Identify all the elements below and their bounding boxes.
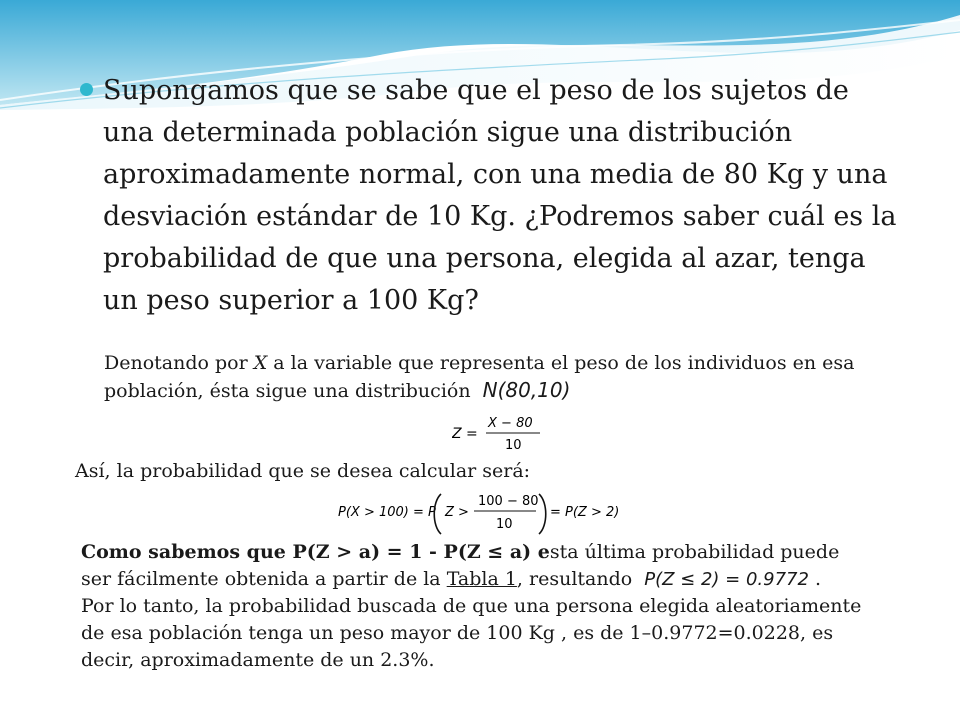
formula2-part2: = P(Z > 2) bbox=[550, 505, 620, 520]
z-formula-lhs: Z = bbox=[452, 426, 478, 442]
formula2-inner-left: Z > bbox=[445, 505, 469, 520]
p3-bold: Como sabemos que P(Z > a) = 1 - P(Z ≤ a) e bbox=[81, 541, 550, 563]
z-formula bbox=[452, 412, 562, 454]
tabla-link[interactable]: Tabla 1 bbox=[446, 568, 517, 590]
result-formula: P(Z ≤ 2) = 0.9772 bbox=[644, 569, 809, 590]
p3-text1: sta última probabilidad puede ser fácilmente obtenida a partir de la bbox=[81, 541, 840, 590]
paragraph-probability-intro: Así, la probabilidad que se desea calcular será: bbox=[75, 460, 531, 482]
paragraph-conclusion bbox=[81, 539, 871, 674]
z-formula-denominator: 10 bbox=[505, 438, 522, 453]
paragraph-definition bbox=[104, 350, 884, 405]
p3-text4: Por lo tanto, la probabilidad buscada de que una persona elegida aleatoriamente de esa población tenga un peso mayor de 100 Kg , es de 1–0.9772=0.0228, es decir, aproximadamente de un 2.3%. bbox=[81, 595, 862, 671]
bullet-dot bbox=[80, 83, 93, 96]
z-formula-numerator: X − 80 bbox=[488, 416, 533, 431]
question-text: Supongamos que se sabe que el peso de los sujetos de una determinada población sigue una distribución aproximadamente normal, con una media de 80 Kg y una desviación estándar de 10 Kg. ¿Podremos saber cuál es la probabilidad de que una persona, elegida al azar, tenga un peso superior a 100 Kg? bbox=[103, 75, 897, 316]
right-paren bbox=[539, 494, 546, 534]
formula2-part1: P(X > 100) = P bbox=[338, 505, 436, 520]
p1-before: Denotando por bbox=[104, 352, 254, 374]
p1-after: a la variable que representa el peso de los individuos en esa población, ésta sigue una distribución bbox=[104, 352, 855, 402]
p3-text2: , resultando bbox=[516, 568, 639, 590]
probability-formula bbox=[338, 488, 628, 538]
formula2-numerator: 100 − 80 bbox=[478, 494, 539, 509]
p3-text3: . bbox=[808, 568, 822, 590]
formula2-denominator: 10 bbox=[496, 517, 513, 532]
distribution-notation: N(80,10) bbox=[482, 378, 571, 402]
variable-x: X bbox=[253, 352, 268, 374]
